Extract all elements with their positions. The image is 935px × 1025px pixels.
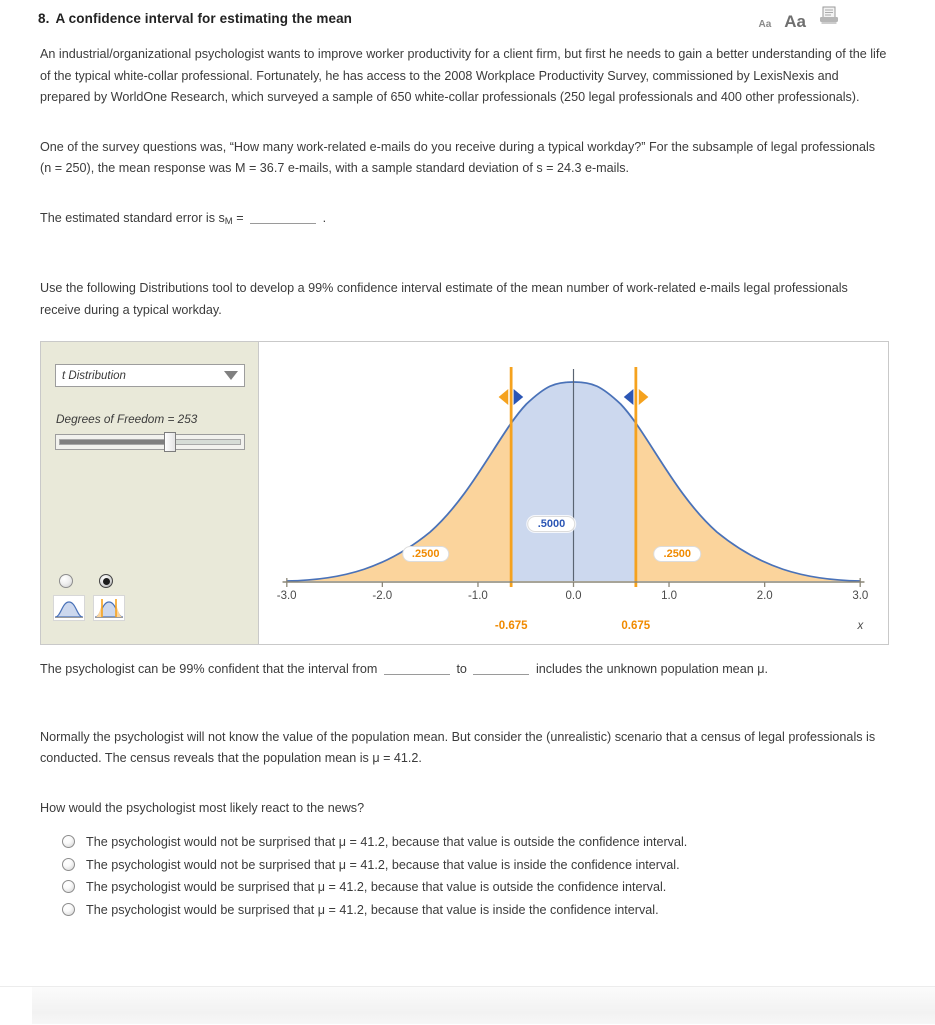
decrease-font-size-button[interactable]: Aa [758, 19, 772, 30]
interval-to-label: to [456, 662, 467, 676]
distribution-select-value: t Distribution [62, 369, 126, 382]
increase-font-size-button[interactable]: Aa [784, 12, 806, 31]
answer-option[interactable] [62, 901, 889, 919]
answer-option-label: The psychologist would not be surprised that μ = 41.2, because that value is outside the confidence interval. [86, 835, 688, 849]
answer-option-radio[interactable] [62, 880, 75, 893]
chevron-down-icon [224, 371, 238, 380]
interval-suffix: includes the unknown population mean μ. [535, 662, 768, 676]
page-title [38, 11, 352, 26]
census-paragraph: Normally the psychologist will not know the value of the population mean. But consider the (unrealistic) scenario that a census of legal professionals is conducted. The census reveals that the population mean is μ = 41.2. [40, 729, 876, 765]
slider-thumb[interactable] [164, 432, 176, 452]
upper-bound-label: 0.675 [621, 619, 651, 632]
standard-error-prefix: The estimated standard error is s [40, 210, 225, 225]
x-tick-label: -1.0 [467, 589, 488, 602]
curve-thumbnail-plain-icon[interactable] [53, 595, 85, 621]
tool-controls-panel [41, 342, 259, 644]
x-tick-label: -2.0 [372, 589, 393, 602]
answer-option-label: The psychologist would not be surprised that μ = 41.2, because that value is inside the confidence interval. [86, 857, 680, 872]
distribution-chart[interactable] [259, 342, 888, 644]
interval-upper-input[interactable] [473, 662, 529, 675]
answer-options [0, 833, 935, 919]
right-tail-label: .2500 [654, 546, 702, 562]
answer-option-radio[interactable] [62, 835, 75, 848]
tool-mode-thumbnails [53, 595, 125, 621]
post-tool-content [0, 645, 935, 833]
standard-error-period: . [322, 210, 327, 225]
interval-lower-input[interactable] [384, 662, 450, 675]
answer-option-label: The psychologist would be surprised that μ = 41.2, because that value is outside the confidence interval. [86, 880, 667, 894]
distribution-select[interactable] [55, 364, 245, 387]
left-tail-label: .2500 [402, 546, 450, 562]
standard-error-input[interactable] [250, 211, 316, 224]
answer-option-radio[interactable] [62, 903, 75, 916]
x-tick-label: 2.0 [756, 589, 773, 602]
question-content [0, 30, 935, 341]
central-area-label: .5000 [528, 516, 576, 532]
slider-track [59, 439, 241, 445]
answer-option-label: The psychologist would be surprised that μ = 41.2, because that value is inside the confidence interval. [86, 902, 659, 917]
question-number: 8. [38, 10, 50, 26]
answer-option-radio[interactable] [62, 858, 75, 871]
standard-error-equals: = [236, 210, 244, 225]
distribution-chart-svg [259, 342, 888, 644]
curve-thumbnail-bounded-icon[interactable] [93, 595, 125, 621]
degrees-of-freedom-label: Degrees of Freedom = 253 [56, 412, 198, 426]
question-title-text: A confidence interval for estimating the mean [55, 10, 353, 26]
x-tick-label: 3.0 [852, 589, 869, 602]
x-tick-label: -3.0 [276, 589, 297, 602]
tool-mode-radios [59, 574, 113, 588]
x-tick-label: 1.0 [661, 589, 678, 602]
answer-option[interactable] [62, 833, 889, 851]
standard-error-subscript: M [224, 215, 233, 227]
interval-statement [40, 659, 889, 681]
print-icon[interactable] [819, 6, 839, 30]
answer-option[interactable] [62, 856, 889, 874]
page-footer [0, 986, 935, 1024]
question-header [0, 0, 935, 30]
header-toolbar [758, 6, 917, 30]
footer-left-gutter [0, 987, 32, 1025]
intro-paragraph: An industrial/organizational psychologist wants to improve worker productivity for a client firm, but first he needs to gain a better understanding of the life of the typical white-collar professional. Fortunately, he has access to the 2008 Workplace Productivity Survey, commissioned by LexisNexis and prepared by WorldOne Research, which surveyed a sample of 650 white-collar professionals (250 legal professionals and 400 other professionals). [40, 47, 887, 104]
lower-bound-label: -0.675 [494, 619, 528, 632]
survey-paragraph: One of the survey questions was, “How many work-related e-mails do you receive during a typical workday?” For the subsample of legal professionals (n = 250), the mean response was M = 36.7 e-mails, with a sample standard deviation of s = 24.3 e-mails. [40, 139, 876, 175]
distributions-tool[interactable] [40, 341, 889, 645]
tool-instruction-paragraph: Use the following Distributions tool to develop a 99% confidence interval estimate of the mean number of work-related e-mails legal professionals receive during a typical workday. [40, 281, 848, 317]
interval-prefix: The psychologist can be 99% confident that the interval from [40, 662, 378, 676]
react-question: How would the psychologist most likely react to the news? [40, 800, 365, 815]
x-axis-label: x [857, 619, 864, 632]
answer-option[interactable] [62, 878, 889, 896]
standard-error-line [40, 208, 889, 233]
single-tail-mode-radio[interactable] [59, 574, 73, 588]
two-tail-mode-radio[interactable] [99, 574, 113, 588]
degrees-of-freedom-slider[interactable] [55, 434, 245, 450]
x-tick-label: 0.0 [565, 589, 582, 602]
